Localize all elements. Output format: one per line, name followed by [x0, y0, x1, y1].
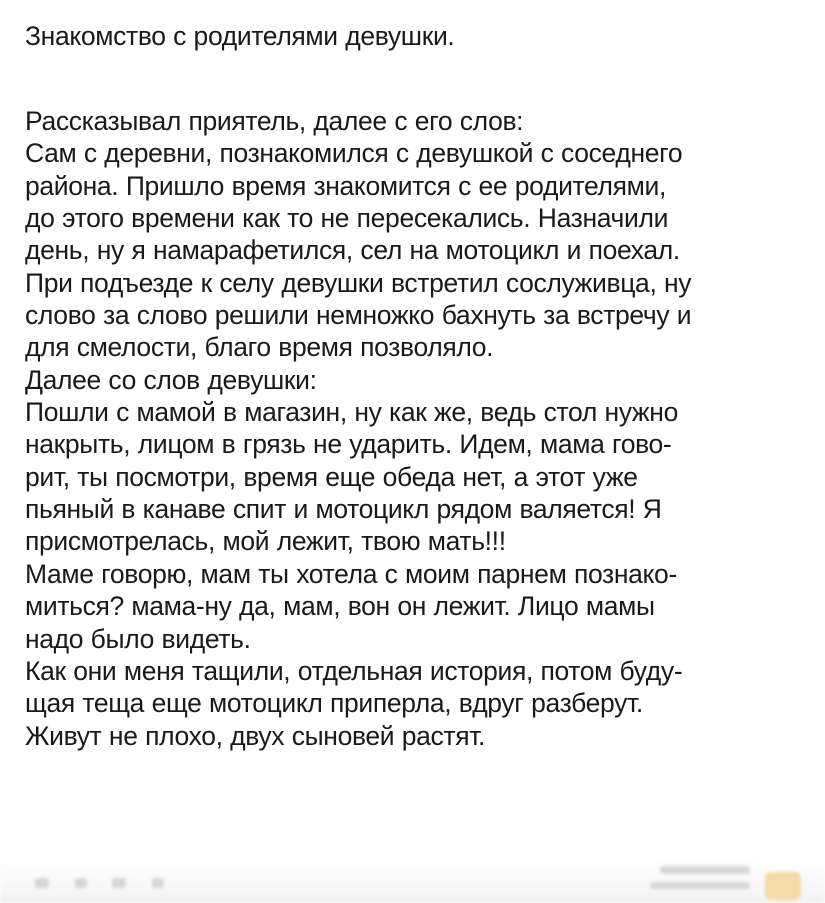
post-line: день, ну я намарафетился, сел на мотоцикл и поехал. [25, 235, 680, 266]
post-line: присмотрелась, мой лежит, твою мать!!! [25, 526, 506, 557]
post-line: Пошли с мамой в магазин, ну как же, ведь стол нужно [25, 397, 678, 428]
footer-blob [75, 878, 87, 888]
post-line: Рассказывал приятель, далее с его слов: [25, 106, 524, 136]
footer-thumbnail [765, 872, 801, 900]
post-line: Как они меня тащили, отдельная история, потом буду- [25, 655, 683, 686]
post-line: щая теща еще мотоцикл приперла, вдруг разберут. [25, 688, 643, 719]
footer-blob [35, 878, 49, 888]
post-line: накрыть, лицом в грязь не ударить. Идем, мама гово- [25, 429, 672, 460]
post-text [25, 105, 815, 752]
post-body [25, 18, 815, 752]
post-line: до этого времени как то не пересекались. Назначили [25, 203, 669, 234]
post-line: Сам с деревни, познакомился с девушкой с соседнего [25, 138, 683, 169]
post-line: района. Пришло время знакомится с ее родителями, [25, 170, 666, 201]
post-line: Далее со слов девушки: [25, 364, 317, 395]
post-line: миться? мама-ну да, мам, вон он лежит. Лицо мамы [25, 591, 655, 622]
post-line: При подъезде к селу девушки встретил сослуживца, ну [25, 267, 692, 298]
footer-blob [660, 866, 750, 874]
post-line: пьяный в канаве спит и мотоцикл рядом валяется! Я [25, 494, 662, 525]
post-line: рит, ты посмотри, время еще обеда нет, а этот уже [25, 461, 638, 492]
post-line: для смелости, благо время позволяло. [25, 332, 494, 363]
footer-blob [650, 882, 750, 889]
paragraph-gap [25, 54, 815, 105]
post-title: Знакомство с родителями девушки. [25, 21, 455, 51]
footer-blob [152, 878, 164, 888]
post-line: слово за слово решили немножко бахнуть за встречу и [25, 300, 692, 331]
post-line: надо было видеть. [25, 623, 251, 654]
post-line: Живут не плохо, двух сыновей растят. [25, 720, 486, 751]
blurred-footer [0, 858, 825, 903]
post-line: Маме говорю, мам ты хотела с моим парнем познако- [25, 558, 677, 589]
footer-blob [112, 878, 126, 888]
